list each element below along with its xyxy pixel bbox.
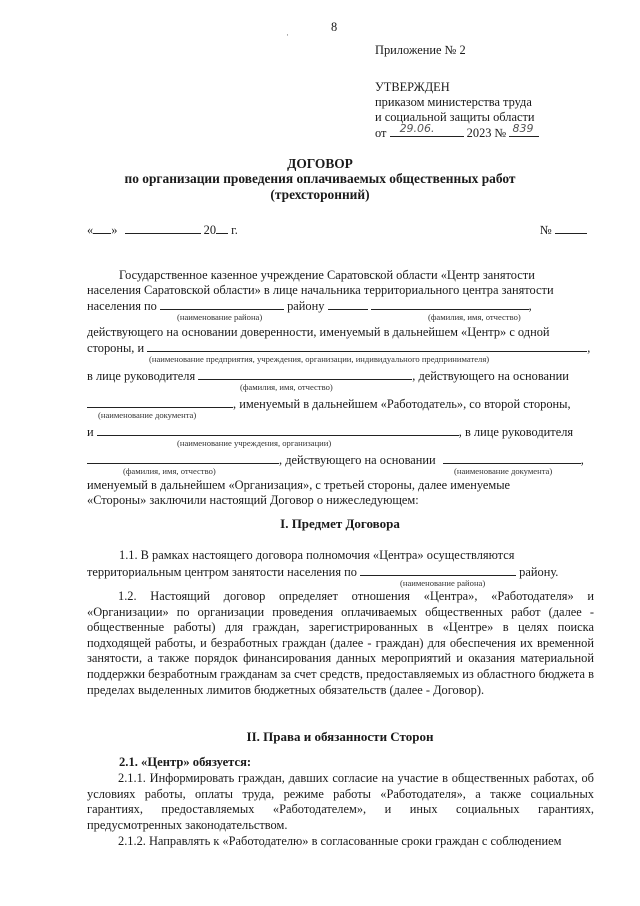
- scan-dot: ·: [286, 30, 289, 40]
- handwritten-number: 839: [512, 122, 534, 135]
- date-line: « » 20 г.: [87, 223, 238, 237]
- annex-label: Приложение № 2: [375, 43, 466, 57]
- s1-caption-district: (наименование района): [400, 578, 486, 588]
- preamble-l10: именуемый в дальнейшем «Организация», с третьей стороны, далее именуемые: [87, 478, 511, 492]
- caption-doc2: (наименование документа): [454, 466, 553, 476]
- s2-subheading: 2.1. «Центр» обязуется:: [119, 755, 252, 769]
- s2-p2: 2.1.2. Направлять к «Работодателю» в согласованные сроки граждан с соблюдением: [118, 834, 562, 848]
- page-number: 8: [331, 20, 338, 34]
- s1-p1-l1: 1.1. В рамках настоящего договора полномочия «Центра» осуществляются: [119, 548, 515, 562]
- handwritten-date: 29.06.: [399, 122, 435, 135]
- preamble-l4: действующего на основании доверенности, именуемый в дальнейшем «Центр» с одной: [87, 325, 550, 339]
- s2-p1: 2.1.1. Информировать граждан, давших согласие на участие в общественных работах, об условиях работы, оплаты труда, режиме работы «Работодателя», а также социальных гарантиях, предоставляемых «Работодателем», и иных социальных гарантиях, предусмотренных законодательством.: [87, 771, 594, 832]
- preamble-l6: в лице руководителя , действующего на основании: [87, 369, 569, 383]
- preamble-l3: населения по району ,: [87, 299, 532, 313]
- caption-org: (наименование учреждения, организации): [177, 438, 332, 448]
- preamble-l8: и , в лице руководителя: [87, 425, 574, 439]
- caption-fio2: (фамилия, имя, отчество): [240, 382, 333, 392]
- caption-district: (наименование района): [177, 312, 263, 322]
- section2-title: II. Права и обязанности Сторон: [246, 729, 434, 744]
- preamble-l2: населения Саратовской области» в лице начальника территориального центра занятости: [87, 283, 554, 297]
- doc-kind: (трехсторонний): [270, 187, 370, 202]
- doc-subtitle: по организации проведения оплачиваемых общественных работ: [124, 171, 516, 186]
- contract-number: №: [540, 222, 587, 238]
- approval-line1: приказом министерства труда: [375, 95, 532, 109]
- approval-date-line: от 29.06. 2023 № 839: [375, 125, 539, 141]
- preamble-l11: «Стороны» заключили настоящий Договор о нижеследующем:: [87, 493, 419, 507]
- preamble-l1: Государственное казенное учреждение Саратовской области «Центр занятости: [119, 268, 535, 282]
- approval-title: УТВЕРЖДЕН: [375, 80, 450, 94]
- s1-p2: 1.2. Настоящий договор определяет отношения «Центра», «Работодателя» и «Организации» по организации проведения оплачиваемых общественных работ (далее - общественные работы) для граждан, зарегистрированных в «Центре» в целях поиска подходящей работы, и безработных граждан (далее - граждан) для обеспечения их временной занятости, а также порядок финансирования данных мероприятий и оказания материальной поддержки безработным гражданам за счет средств, предоставляемых из областного бюджета в пределах выделенных лимитов бюджетных обязательств (далее - Договор).: [87, 589, 594, 697]
- approval-line2: и социальной защиты области: [375, 110, 535, 124]
- caption-doc: (наименование документа): [98, 410, 197, 420]
- doc-title: ДОГОВОР: [287, 156, 353, 171]
- preamble-l7: , именуемый в дальнейшем «Работодатель», со второй стороны,: [87, 396, 571, 412]
- caption-enterprise: (наименование предприятия, учреждения, организации, индивидуального предпринимателя): [149, 354, 490, 364]
- s1-p1-l2: территориальным центром занятости населения по району.: [87, 565, 559, 579]
- caption-fio: (фамилия, имя, отчество): [428, 312, 521, 322]
- preamble-l5: стороны, и ,: [87, 341, 591, 355]
- section1-title: I. Предмет Договора: [280, 516, 400, 531]
- caption-fio3: (фамилия, имя, отчество): [123, 466, 216, 476]
- preamble-l9: , действующего на основании ,: [87, 452, 584, 468]
